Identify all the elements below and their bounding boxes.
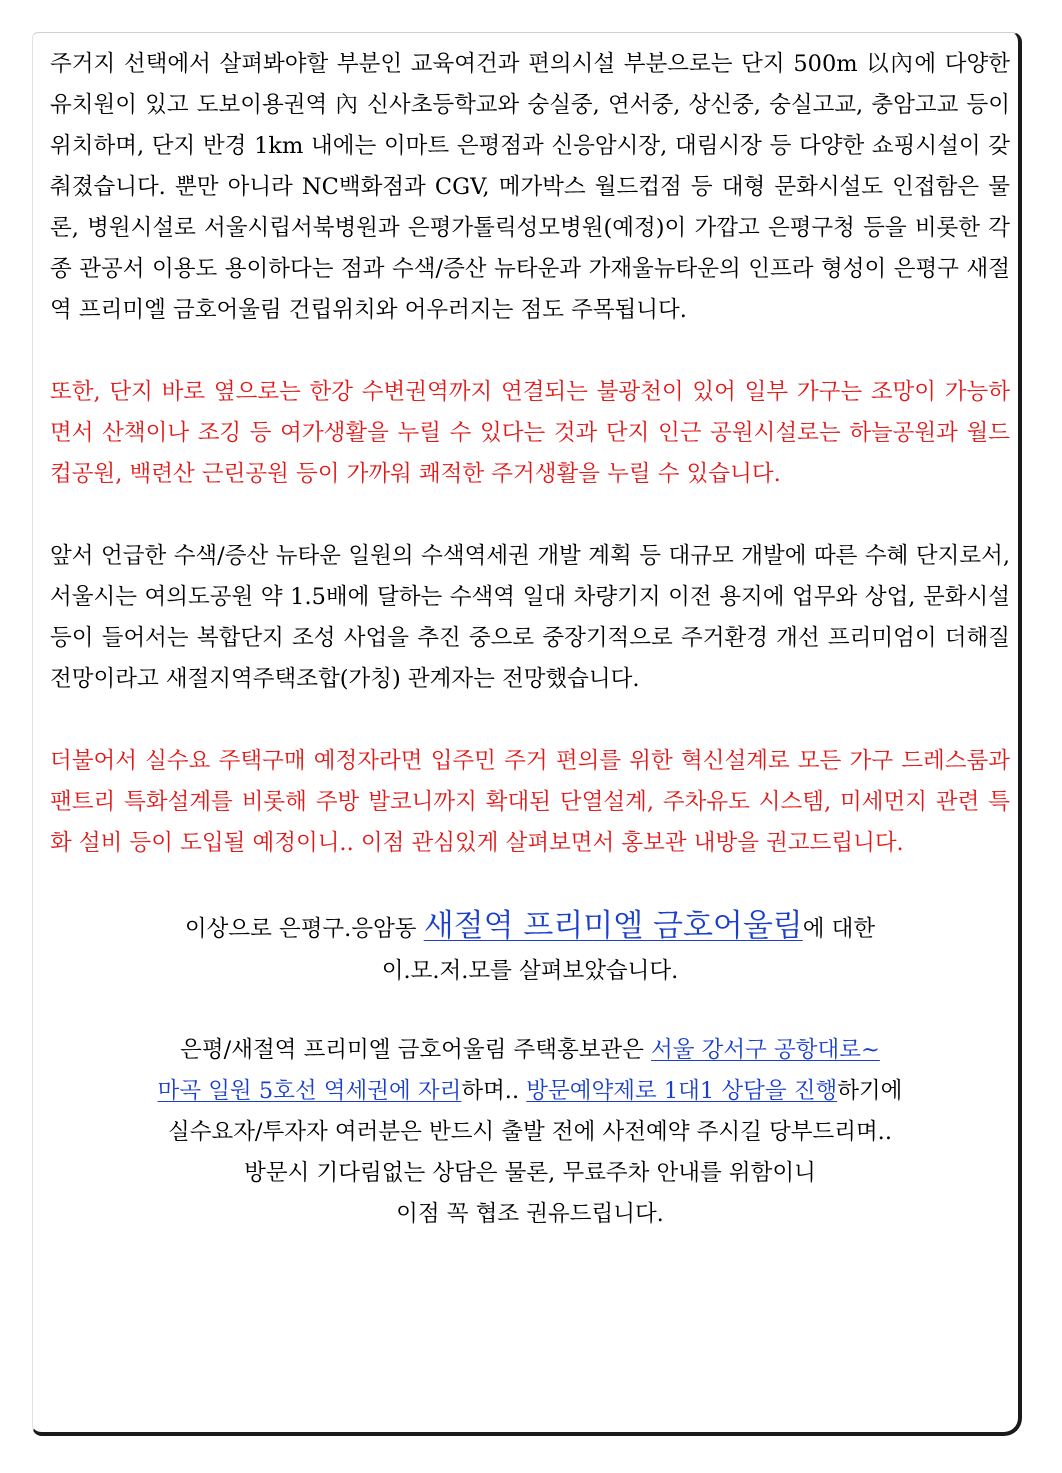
project-name-link[interactable]: 새절역 프리미엘 금호어울림: [423, 908, 803, 944]
paragraph-spacer: [50, 331, 1010, 372]
showroom-line-1: [50, 1030, 1010, 1071]
showroom-line-2-suffix: 하기에: [837, 1078, 903, 1104]
reservation-consult-link[interactable]: 방문예약제로 1대1 상담을 진행: [526, 1078, 838, 1104]
summary-block: [50, 905, 1010, 992]
paragraph-design-features: 더불어서 실수요 주택구매 예정자라면 입주민 주거 편의를 위한 혁신설계로 모든 가구 드레스룸과 팬트리 특화설계를 비롯해 주방 발코니까지 확대된 단열설계, 주차유도 시스템, 미세먼지 관련 특화 설비 등이 도입될 예정이니.. 이점 관심있게 살펴보면서 홍보관 내방을 권고드립니다.: [50, 748, 1010, 856]
summary-line-1: [50, 905, 1010, 950]
paragraph-parks-stream: 또한, 단지 바로 옆으로는 한강 수변권역까지 연결되는 불광천이 있어 일부 가구는 조망이 가능하면서 산책이나 조깅 등 여가생활을 누릴 수 있다는 것과 단지 인근 공원시설로는 하늘공원과 월드컵공원, 백련산 근린공원 등이 가까워 쾌적한 주거생활을 누릴 수 있습니다.: [50, 379, 1010, 487]
article-body: [50, 44, 1010, 1235]
showroom-line-2-mid: 하며..: [461, 1078, 527, 1104]
showroom-line-3: 실수요자/투자자 여러분은 반드시 출발 전에 사전예약 주시길 당부드리며..: [167, 1119, 892, 1145]
paragraph-spacer: [50, 864, 1010, 905]
showroom-line-5: 이점 꼭 협조 권유드립니다.: [396, 1201, 664, 1227]
summary-suffix: 에 대한: [802, 916, 876, 942]
showroom-line-4: 방문시 기다림없는 상담은 물론, 무료주차 안내를 위함이니: [244, 1160, 816, 1186]
paragraph-education-amenities: 주거지 선택에서 살펴봐야할 부분인 교육여건과 편의시설 부분으로는 단지 500m 以內에 다양한 유치원이 있고 도보이용권역 內 신사초등학교와 숭실중, 연서중, 상신중, 숭실고교, 충암고교 등이 위치하며, 단지 반경 1km 내에는 이마트 은평점과 신응암시장, 대림시장 등 다양한 쇼핑시설이 갖춰졌습니다. 뿐만 아니라 NC백화점과 CGV, 메가박스 월드컵점 등 대형 문화시설도 인접함은 물론, 병원시설로 서울시립서북병원과 은평가톨릭성모병원(예정)이 가깝고 은평구청 등을 비롯한 각종 관공서 이용도 용이하다는 점과 수색/증산 뉴타운과 가재울뉴타운의 인프라 형성이 은평구 새절역 프리미엘 금호어울림 건립위치와 어우러지는 점도 주목됩니다.: [50, 51, 1010, 323]
paragraph-development-plan: 앞서 언급한 수색/증산 뉴타운 일원의 수색역세권 개발 계획 등 대규모 개발에 따른 수혜 단지로서, 서울시는 여의도공원 약 1.5배에 달하는 수색역 일대 차량기지 이전 용지에 업무와 상업, 문화시설 등이 들어서는 복합단지 조성 사업을 추진 중으로 중장기적으로 주거환경 개선 프리미엄이 더해질 전망이라고 새절지역주택조합(가칭) 관계자는 전망했습니다.: [50, 543, 1010, 692]
paragraph-spacer: [50, 992, 1010, 1030]
showroom-block: [50, 1030, 1010, 1235]
paragraph-spacer: [50, 495, 1010, 536]
showroom-address-link-part2[interactable]: 마곡 일원 5호선 역세권에 자리: [157, 1078, 462, 1104]
showroom-line-2: [50, 1071, 1010, 1112]
summary-line-2: 이.모.저.모를 살펴보았습니다.: [381, 958, 679, 984]
summary-prefix: 이상으로 은평구.응암동: [184, 916, 424, 942]
paragraph-spacer: [50, 700, 1010, 741]
showroom-address-link-part1[interactable]: 서울 강서구 공항대로~: [651, 1037, 880, 1063]
showroom-line-1-prefix: 은평/새절역 프리미엘 금호어울림 주택홍보관은: [180, 1037, 652, 1063]
